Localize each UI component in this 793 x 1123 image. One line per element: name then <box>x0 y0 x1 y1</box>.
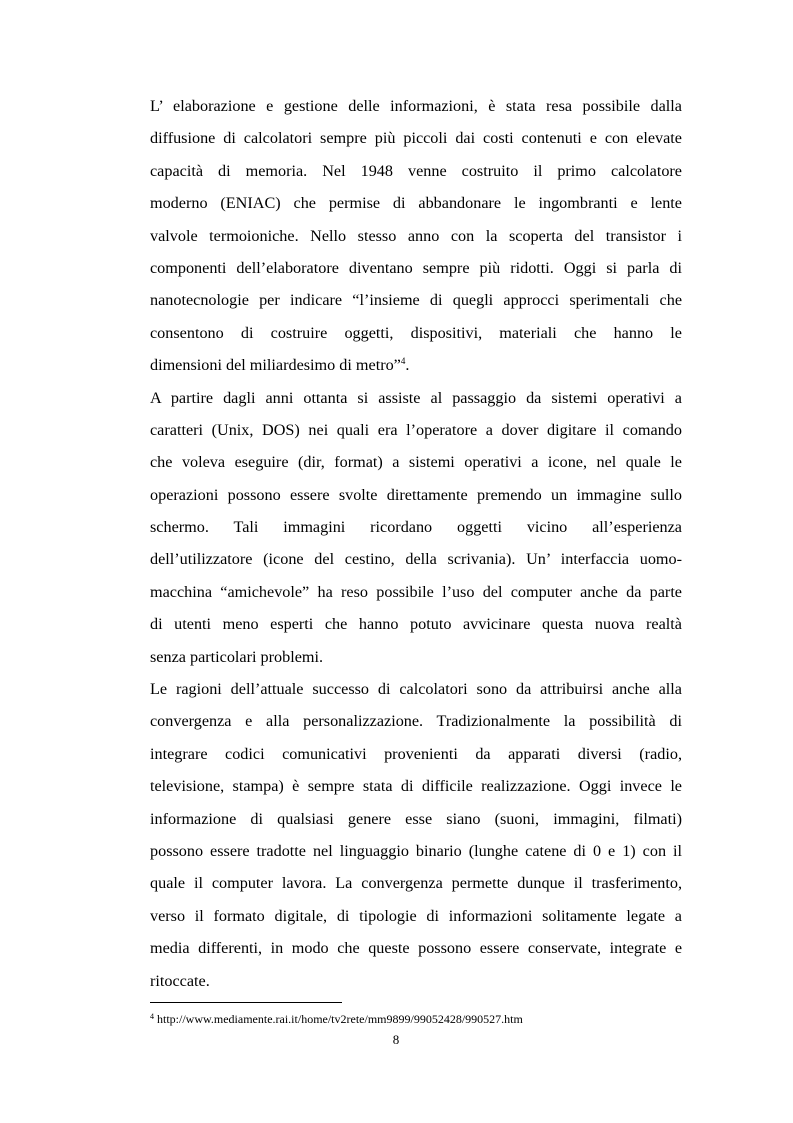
text-line: consentono di costruire oggetti, dispositivi, materiali che hanno le <box>150 323 682 342</box>
page-number: 8 <box>392 1032 400 1047</box>
text-line: convergenza e alla personalizzazione. Tradizionalmente la possibilità di <box>150 712 682 731</box>
text-fragment: . <box>405 356 410 375</box>
paragraph-1 <box>150 90 682 382</box>
text-line: L’ elaborazione e gestione delle informazioni, è stata resa possibile dalla <box>150 97 682 115</box>
footnote-divider <box>150 1002 342 1003</box>
text-line: diffusione di calcolatori sempre più piccoli dai costi contenuti e con elevate <box>150 129 682 148</box>
text-line: componenti dell’elaboratore diventano sempre più ridotti. Oggi si parla di <box>150 258 682 277</box>
text-line: che voleva eseguire (dir, format) a sistemi operativi a icone, nel quale le <box>150 453 682 472</box>
footnote <box>150 1011 523 1027</box>
text-line: A partire dagli anni ottanta si assiste al passaggio da sistemi operativi a <box>150 388 682 407</box>
footnote-link[interactable]: http://www.mediamente.rai.it/home/tv2rete/mm9899/99052428/990527.htm <box>154 1012 523 1026</box>
text-line: caratteri (Unix, DOS) nei quali era l’operatore a dover digitare il comando <box>150 420 682 439</box>
body-text <box>150 90 682 997</box>
text-line: dell’utilizzatore (icone del cestino, della scrivania). Un’ interfaccia uomo- <box>150 550 682 569</box>
footnote-reference: 4 <box>400 356 406 367</box>
text-line: Le ragioni dell’attuale successo di calcolatori sono da attribuirsi anche alla <box>150 680 682 699</box>
text-fragment: dimensioni del miliardesimo di metro” <box>150 356 401 375</box>
text-line: informazione di qualsiasi genere esse siano (suoni, immagini, filmati) <box>150 809 682 828</box>
paragraph-2 <box>150 382 682 674</box>
text-line-last <box>150 349 682 381</box>
text-line: verso il formato digitale, di tipologie di informazioni solitamente legate a <box>150 906 682 925</box>
text-line: capacità di memoria. Nel 1948 venne costruito il primo calcolatore <box>150 161 682 180</box>
text-line: valvole termoioniche. Nello stesso anno con la scoperta del transistor i <box>150 226 682 245</box>
paragraph-3 <box>150 673 682 997</box>
text-line-last: ritoccate. <box>150 971 210 990</box>
text-line: moderno (ENIAC) che permise di abbandonare le ingombranti e lente <box>150 194 682 213</box>
text-line: media differenti, in modo che queste possono essere conservate, integrate e <box>150 939 682 958</box>
text-line: possono essere tradotte nel linguaggio binario (lunghe catene di 0 e 1) con il <box>150 841 682 860</box>
text-line: macchina “amichevole” ha reso possibile l’uso del computer anche da parte <box>150 582 682 601</box>
text-line: nanotecnologie per indicare “l’insieme di quegli approcci sperimentali che <box>150 291 682 310</box>
text-line: televisione, stampa) è sempre stata di difficile realizzazione. Oggi invece le <box>150 777 682 796</box>
text-line: di utenti meno esperti che hanno potuto avvicinare questa nuova realtà <box>150 615 682 634</box>
text-line-last: senza particolari problemi. <box>150 647 324 666</box>
text-line: integrare codici comunicativi provenienti da apparati diversi (radio, <box>150 744 682 763</box>
text-line: operazioni possono essere svolte direttamente premendo un immagine sullo <box>150 485 682 504</box>
text-line: quale il computer lavora. La convergenza permette dunque il trasferimento, <box>150 874 682 893</box>
text-line: schermo. Tali immagini ricordano oggetti vicino all’esperienza <box>150 518 682 537</box>
footnote-number: 4 <box>150 1012 154 1021</box>
